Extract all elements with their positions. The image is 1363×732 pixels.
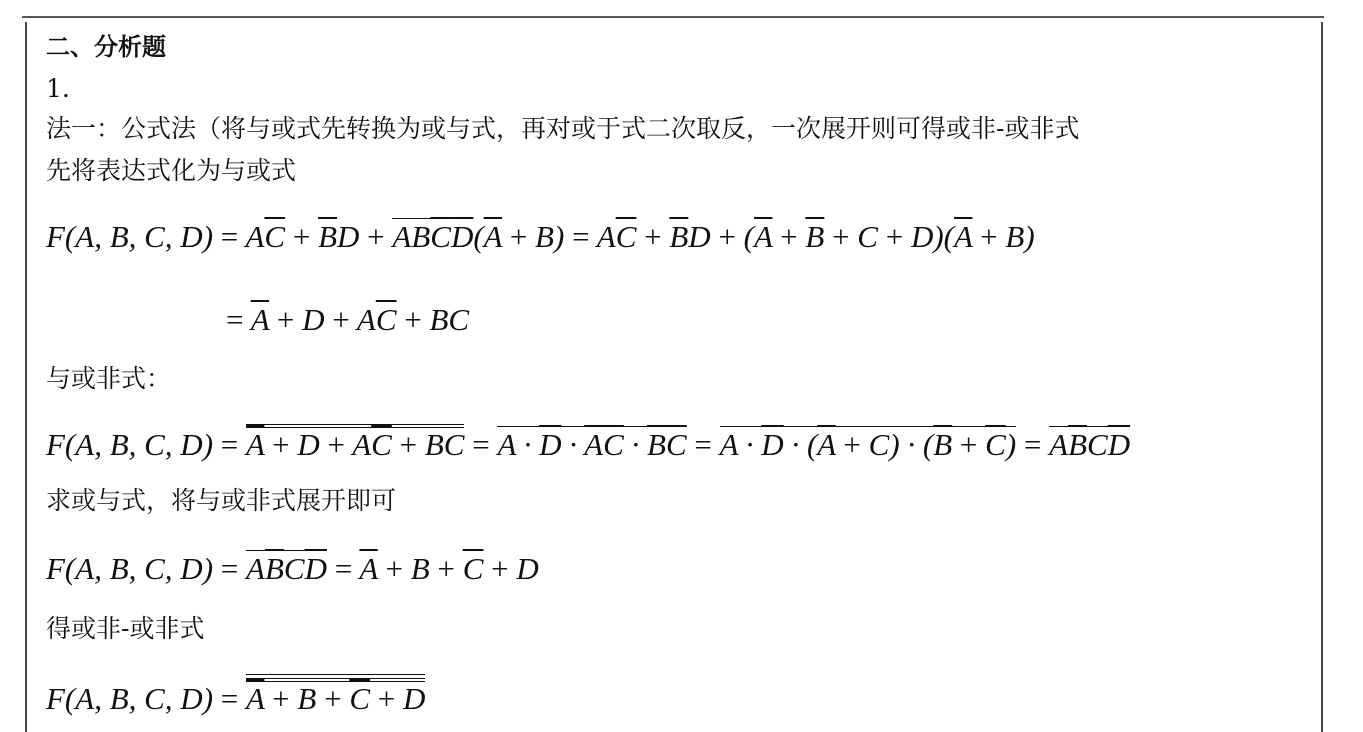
formula-f5: F(A, B, C, $D) = \overline{A} + B + \overline{C} + D$ (46, 674, 425, 717)
top-rule (22, 16, 1324, 18)
section-title: 二、分析题 (46, 33, 166, 61)
label-nor-nor: 得或非-或非式 (46, 614, 205, 643)
formula-f3: F(A, B, C, $D) = \overline{A} + D + A\overline{C}$ + BC = $A \cdot \overline{D}$ · AC · $\overline{BC} = A \cdot \overline{D} \cdot (\overline{A} + C) \cdot (\overline{B} + \overline{C}) = A\overline{B}C\overline{D}$ (46, 424, 1130, 463)
method-line: 法一：公式法（将与或式先转换为或与式，再对或于式二次取反，一次展开则可得或非-或非式 (46, 114, 1080, 143)
formula-f2: = $\overline{A} + D + A\overline{C}$ + BC (226, 302, 470, 337)
formula-f4: F(A, B, C, $D) = A\overline{B}C\overline{D} = \overline{A} + B + \overline{C} + D$ (46, 551, 539, 586)
formula-f1: F(A, B, C, $D) = A\overline{C} + \overline{B}D + AB\overline{C}\overline{D}(\overline{A} + B) = A\overline{C} + \overline{B}D + (\overline{A} + \overline{B} + C + D)(\overline{A} + B)$ (46, 219, 1035, 254)
label-or-and: 求或与式，将与或非式展开即可 (46, 486, 397, 515)
step1-text: 先将表达式化为与或式 (46, 156, 297, 185)
label-and-or-not: 与或非式： (46, 364, 172, 393)
question-number: 1. (46, 74, 70, 103)
